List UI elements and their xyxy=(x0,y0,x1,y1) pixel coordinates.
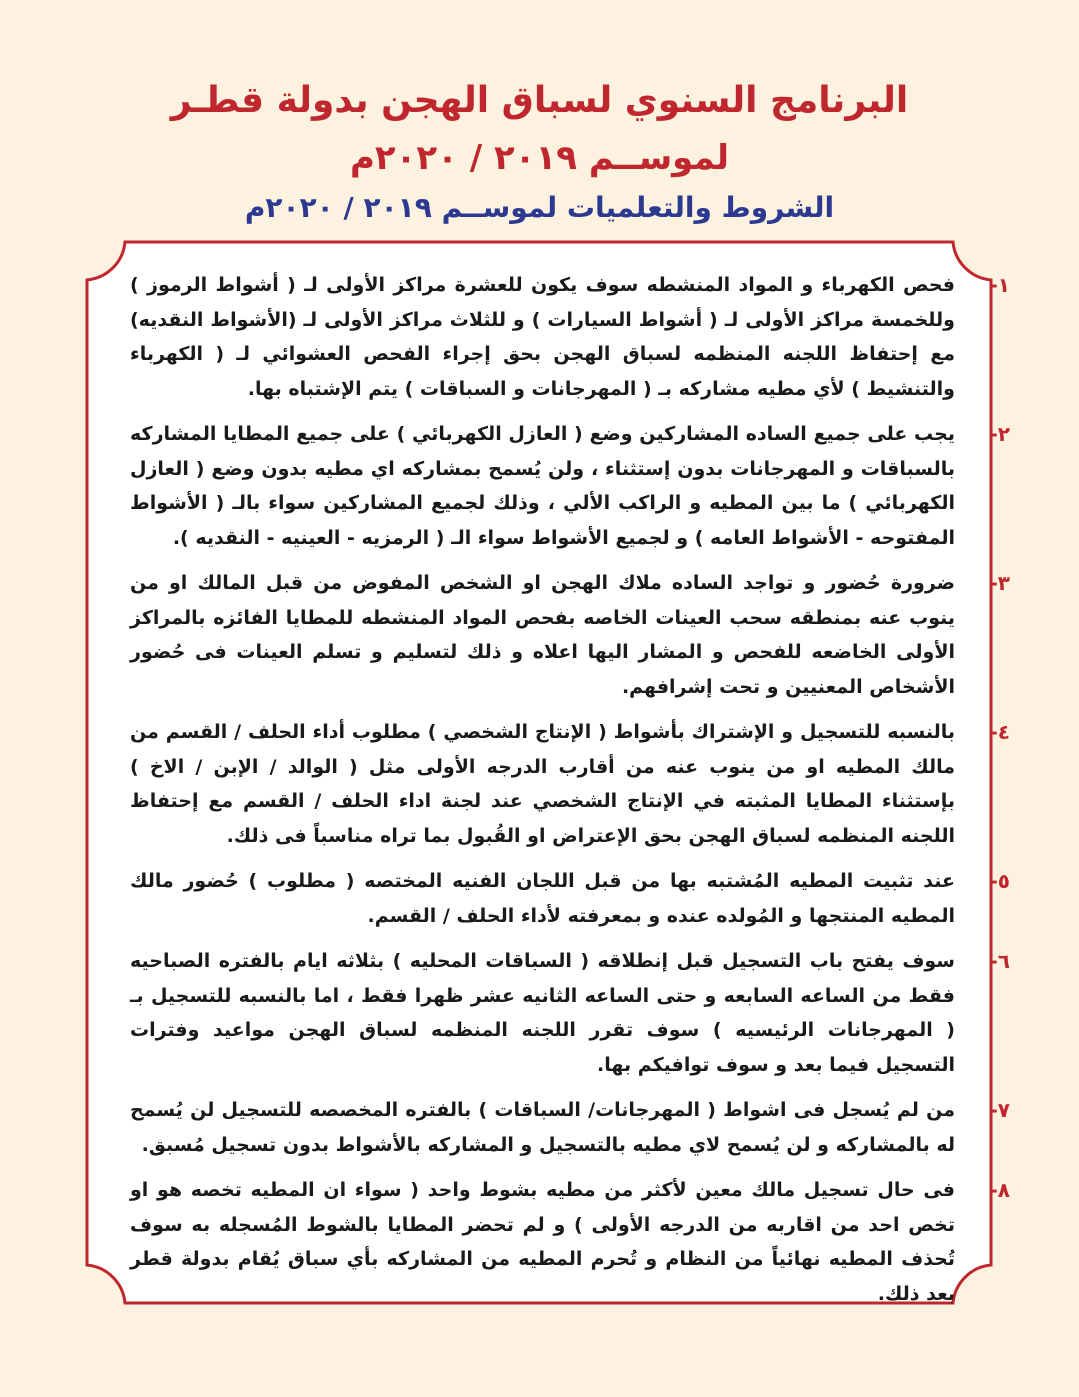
item-text: يجب على جميع الساده المشاركين وضع ( العازل الكهربائي ) على جميع المطايا المشاركه بالسباقات و المهرجانات بدون إستثناء ، ولن يُسمح بمشاركه اي مطيه بدون وضع ( العازل الكهربائي ) ما بين المطيه و الراكب الألي ، وذلك لجميع المشاركين سواء بالـ ( الأشواط المفتوحه - الأشواط العامه ) و لجميع الأشواط سواء الـ ( الرمزيه - العينيه - النقديه ). xyxy=(130,423,955,549)
item-text: فى حال تسجيل مالك معين لأكثر من مطيه بشوط واحد ( سواء ان المطيه تخصه هو او تخص احد من اقاربه من الدرجه الأولى ) و لم تحضر المطايا بالشوط المُسجله به سوف تُحذف المطيه نهائياً من النظام و تُحرم المطيه من المشاركه بأي سباق يُقام بدولة قطر بعد ذلك. xyxy=(130,1179,955,1305)
list-item xyxy=(130,944,1010,1082)
list-item xyxy=(130,268,1010,406)
list-item xyxy=(130,1093,1010,1162)
item-text: فحص الكهرباء و المواد المنشطه سوف يكون للعشرة مراكز الأولى لـ ( أشواط الرموز ) وللخمسة مراكز الأولى لـ ( أشواط السيارات ) و للثلاث مراكز الأولى لـ (الأشواط النقديه) مع إحتفاظ اللجنه المنظمه لسباق الهجن بحق إجراء الفحص العشوائي لـ ( الكهرباء والتنشيط ) لأي مطيه مشاركه بـ ( المهرجانات و السباقات ) يتم الإشتباه بها. xyxy=(130,274,955,400)
item-text: بالنسبه للتسجيل و الإشتراك بأشواط ( الإنتاج الشخصي ) مطلوب أداء الحلف / القسم من مالك المطيه او من ينوب عنه من أقارب الدرجه الأولى مثل ( الوالد / الإبن / الاخ ) بإستثناء المطايا المثبته في الإنتاج الشخصي عند لجنة اداء الحلف / القسم مع إحتفاظ اللجنه المنظمه لسباق الهجن بحق الإعتراض او القُبول بما تراه مناسباً فى ذلك. xyxy=(130,721,955,847)
item-number: ٢- xyxy=(989,422,1010,446)
season-title: لموســم ٢٠١٩ / ٢٠٢٠م xyxy=(349,138,730,178)
item-number: ٨- xyxy=(989,1178,1010,1202)
list-item xyxy=(130,864,1010,933)
item-number: ٣- xyxy=(989,571,1010,595)
item-text: سوف يفتح باب التسجيل قبل إنطلاقه ( السباقات المحليه ) بثلاثه ايام بالفتره الصباحيه فقط من الساعه السابعه و حتى الساعه الثانيه عشر ظهرا فقط ، اما بالنسبه للتسجيل بـ ( المهرجانات الرئيسيه ) سوف تقرر اللجنه المنظمه لسباق الهجن مواعيد وفترات التسجيل فيما بعد و سوف توافيكم بها. xyxy=(130,950,955,1076)
item-number: ٥- xyxy=(989,869,1010,893)
page-header xyxy=(0,72,1079,230)
item-text: من لم يُسجل فى اشواط ( المهرجانات/ السباقات ) بالفتره المخصصه للتسجيل لن يُسمح له بالمشاركه و لن يُسمح لاي مطيه بالتسجيل و المشاركه بالأشواط بدون تسجيل مُسبق. xyxy=(130,1099,955,1156)
item-number: ٤- xyxy=(989,720,1010,744)
page-subtitle: الشروط والتعلميات لموســم ٢٠١٩ / ٢٠٢٠م xyxy=(244,191,835,224)
list-item xyxy=(130,566,1010,704)
page-title: البرنامج السنوي لسباق الهجن بدولة قطـر xyxy=(170,80,909,121)
list-item xyxy=(130,1173,1010,1311)
item-number: ١- xyxy=(989,273,1010,297)
item-text: عند تثبيت المطيه المُشتبه بها من قبل اللجان الفنيه المختصه ( مطلوب ) حُضور مالك المطيه المنتجها و المُولده عنده و بمعرفته لأداء الحلف / القسم. xyxy=(130,870,955,927)
terms-list xyxy=(130,268,1010,1322)
item-number: ٧- xyxy=(989,1098,1010,1122)
item-text: ضرورة حُضور و تواجد الساده ملاك الهجن او الشخص المفوض من قبل المالك او من ينوب عنه بمنطقه سحب العينات الخاصه بفحص المواد المنشطه للمطايا الفائزه بالمراكز الأولى الخاضعه للفحص و المشار اليها اعلاه و ذلك لتسليم و تسلم العينات فى حُضور الأشخاص المعنيين و تحت إشرافهم. xyxy=(130,572,955,698)
list-item xyxy=(130,715,1010,853)
item-number: ٦- xyxy=(989,949,1010,973)
list-item xyxy=(130,417,1010,555)
